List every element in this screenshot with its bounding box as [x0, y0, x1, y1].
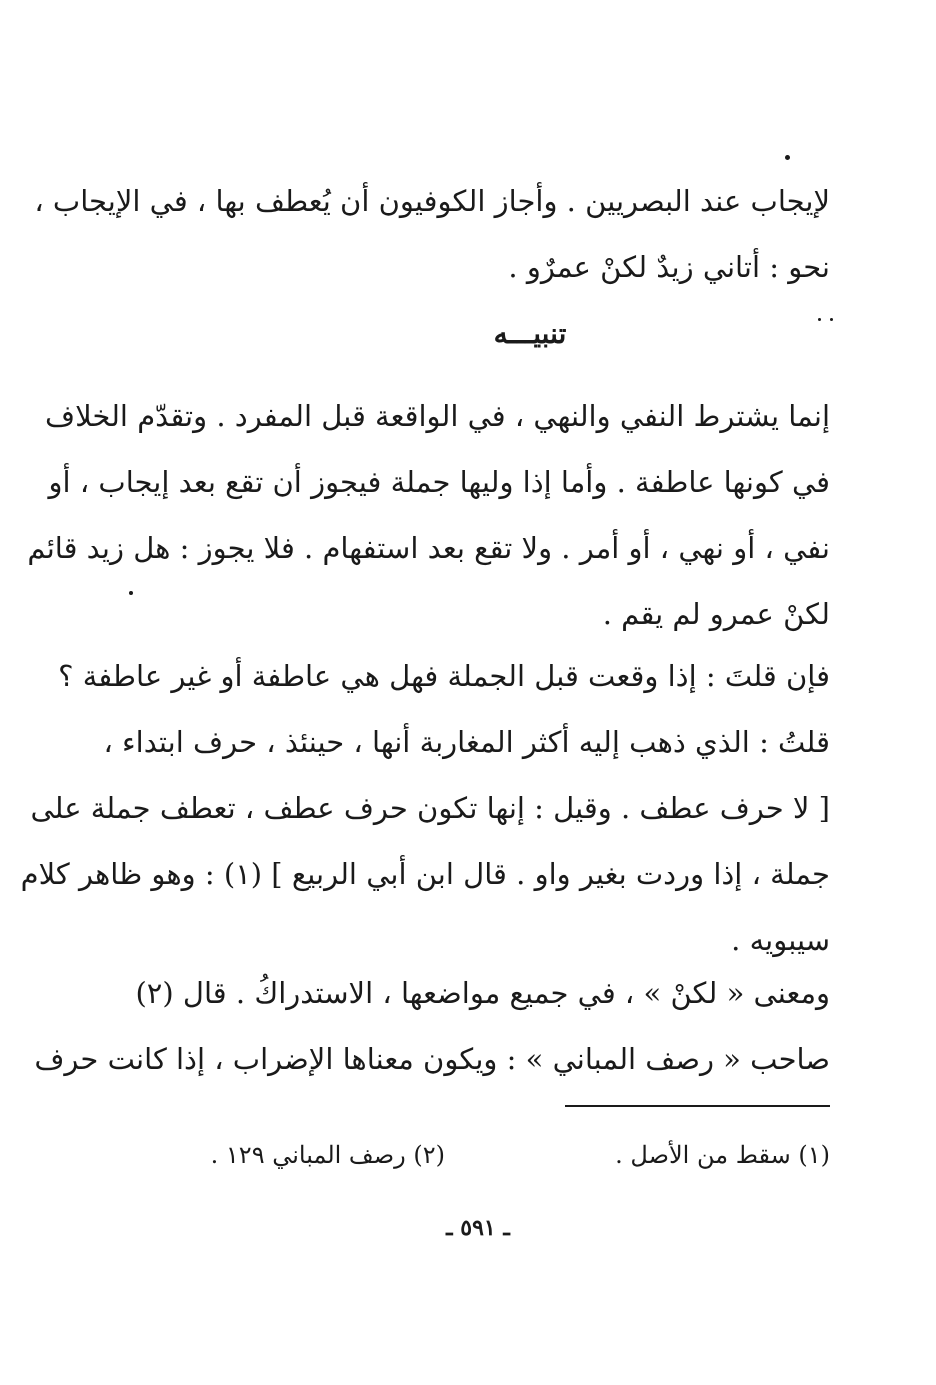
text-line: لإيجاب عند البصريين . وأجاز الكوفيون أن يُعطف بها ، في الإيجاب ،	[34, 184, 830, 218]
text-line: سيبويه .	[731, 923, 830, 957]
text-line: لكنْ عمرو لم يقم .	[602, 597, 830, 631]
footnotes	[200, 1133, 830, 1177]
margin-dot	[830, 318, 833, 321]
text-line: فإن قلتَ : إذا وقعت قبل الجملة فهل هي عاطفة أو غير عاطفة ؟	[58, 659, 830, 693]
text-line: إنما يشترط النفي والنهي ، في الواقعة قبل المفرد . وتقدّم الخلاف	[45, 399, 830, 433]
text-line: نحو : أتاني زيدٌ لكنْ عمرٌو .	[508, 250, 830, 284]
text-line: جملة ، إذا وردت بغير واو . قال ابن أبي الربيع ] (١) : وهو ظاهر كلام	[20, 857, 830, 891]
text-line: [ لا حرف عطف . وقيل : إنها تكون حرف عطف ، تعطف جملة على	[30, 791, 830, 825]
paragraph-question	[20, 643, 830, 973]
margin-dot	[129, 591, 133, 595]
paragraph-meaning	[34, 960, 830, 1092]
text-line: صاحب « رصف المباني » : ويكون معناها الإضراب ، إذا كانت حرف	[34, 1042, 830, 1076]
page-number: ـ ٥٩١ ـ	[446, 1215, 510, 1241]
footnote-1: (١) سقط من الأصل .	[615, 1141, 830, 1169]
margin-dot	[818, 318, 821, 321]
text-line: ومعنى « لكنْ » ، في جميع مواضعها ، الاستدراكُ . قال (٢)	[135, 976, 830, 1010]
paragraph-note	[27, 383, 830, 647]
diacritic-mark	[785, 155, 790, 160]
text-line: قلتُ : الذي ذهب إليه أكثر المغاربة أنها ، حينئذ ، حرف ابتداء ،	[103, 725, 830, 759]
footnote-2: (٢) رصف المباني ١٢٩ .	[210, 1141, 445, 1169]
section-heading: تنبيـــه	[493, 317, 567, 350]
text-line: في كونها عاطفة . وأما إذا وليها جملة فيجوز أن تقع بعد إيجاب ، أو	[48, 465, 830, 499]
paragraph-continuation	[34, 168, 830, 300]
footnote-divider	[565, 1105, 830, 1107]
text-line: نفي ، أو نهي ، أو أمر . ولا تقع بعد استفهام . فلا يجوز : هل زيد قائم	[27, 531, 830, 565]
